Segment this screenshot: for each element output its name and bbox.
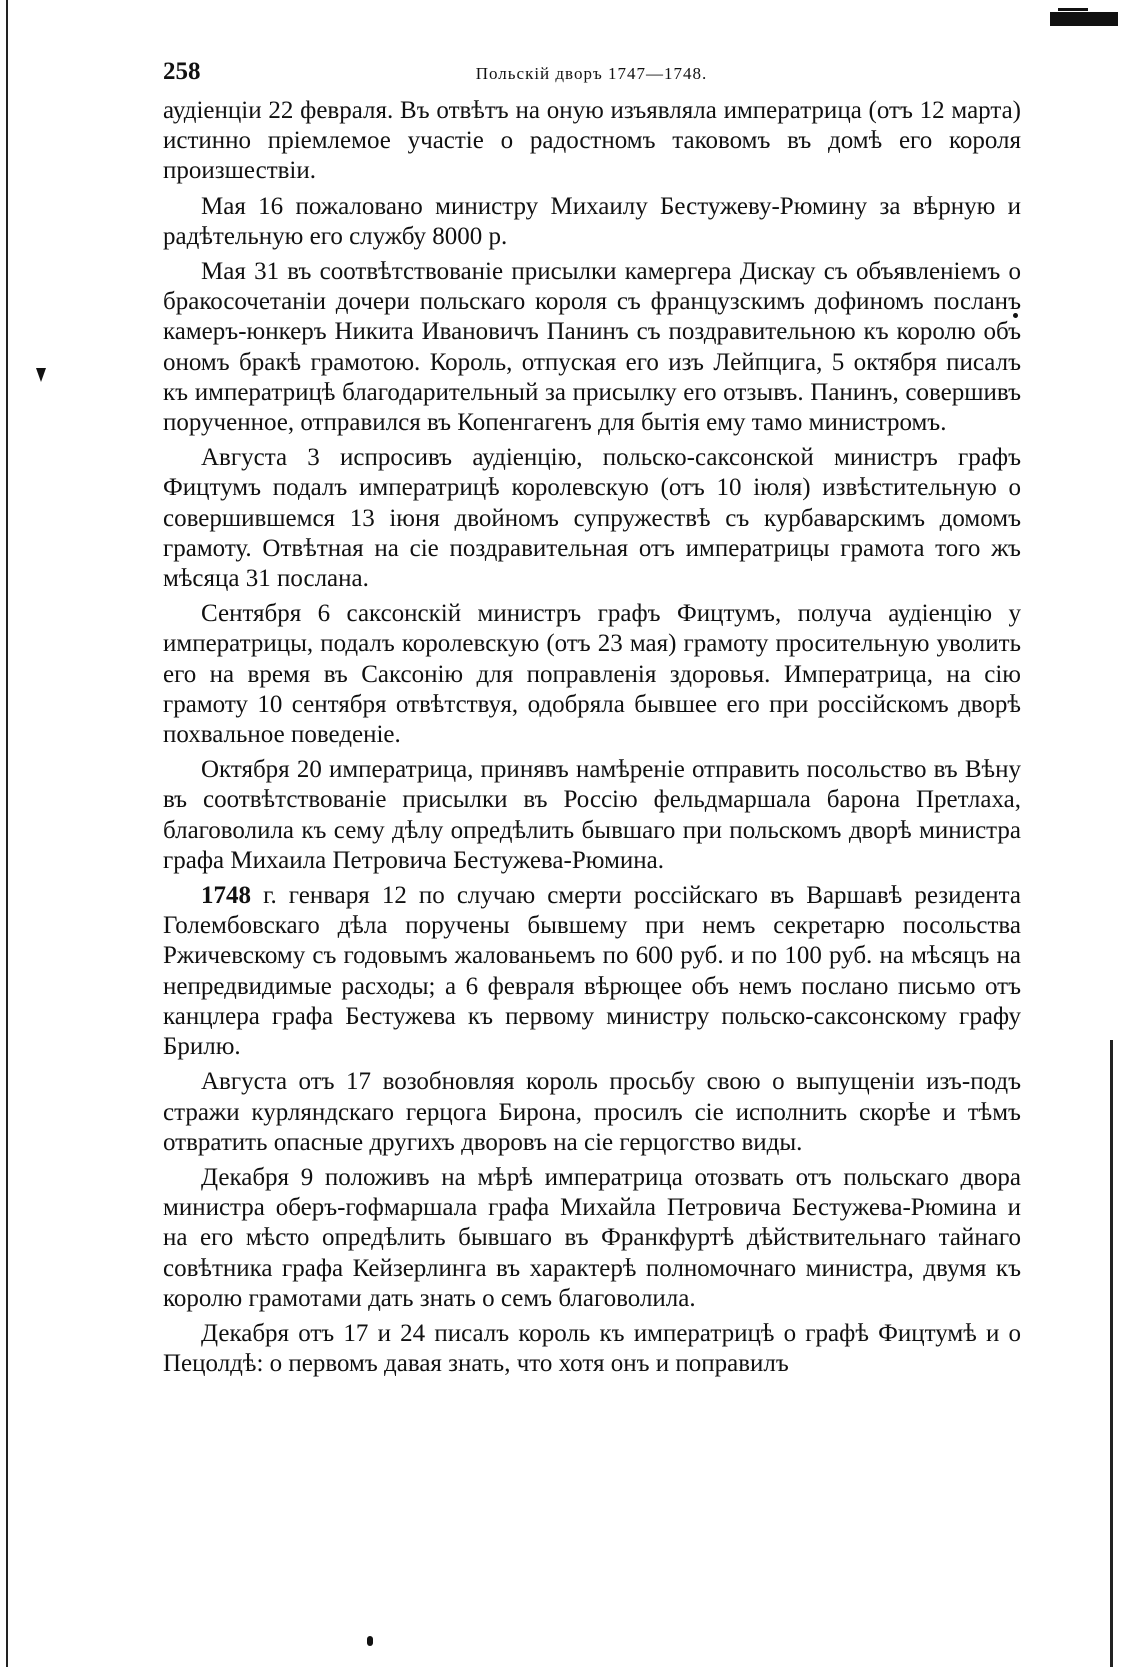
paragraph: Августа отъ 17 возобновляя король просьбу свою о выпущеніи изъ-подъ стражи курляндскаго герцога Бирона, просилъ сіе исполнить скорѣе и тѣмъ отвратить опасные другихъ дворовъ на сіе герцогство виды. bbox=[163, 1068, 1021, 1156]
year-heading: 1748 bbox=[201, 882, 251, 910]
paragraph: Октября 20 императрица, принявъ намѣреніе отправить посольство въ Вѣну въ соотвѣтствованіе присылки въ Россію фельдмаршала барона Претлаха, благоволила къ сему дѣлу опредѣлить бывшаго при польскомъ дворѣ министра графа Михаила Петровича Бестужева-Рюмина. bbox=[163, 756, 1021, 874]
page-header bbox=[163, 58, 1020, 92]
paragraph: Мая 31 въ соотвѣтствованіе присылки камергера Дискау съ объявленіемъ о бракосочетаніи дочери польскаго короля съ французскимъ дофиномъ посланъ камеръ-юнкеръ Никита Ивановичъ Панинъ съ поздравительною къ королю объ ономъ бракѣ грамотою. Король, отпуская его изъ Лейпцига, 5 октября писалъ къ императрицѣ благодарительный за присылку его отзывъ. Панинъ, совершивъ порученное, отправился въ Копенгагенъ для бытія ему тамо министромъ. bbox=[163, 258, 1021, 437]
speck bbox=[367, 1636, 373, 1646]
scan-left-edge bbox=[6, 0, 8, 1667]
running-title: Польскій дворъ 1747—1748. bbox=[475, 64, 708, 83]
paragraph: Декабря отъ 17 и 24 писалъ король къ императрицѣ о графѣ Фицтумѣ и о Пецолдѣ: о первомъ давая знать, что хотя онъ и поправилъ bbox=[163, 1319, 1021, 1378]
page-number: 258 bbox=[163, 58, 201, 85]
paragraph: Мая 16 пожаловано министру Михаилу Бестужеву-Рюмину за вѣрную и радѣтельную его службу 8000 р. bbox=[163, 192, 1021, 250]
scan-corner-bar bbox=[1050, 12, 1118, 26]
scan-right-edge bbox=[1110, 1040, 1113, 1667]
paragraph-text: г. генваря 12 по случаю смерти россійскаго въ Варшавѣ резидента Голембовскаго дѣла поручены бывшему при немъ секретарю посольства Ржичевскому съ годовымъ жалованьемъ по 600 руб. и по 100 руб. на мѣсяцъ на непредвидимые расходы; а 6 февраля вѣрющее объ немъ послано письмо отъ канцлера графа Бестужева къ первому министру польско-саксонскому графу Брилю. bbox=[163, 882, 1022, 1061]
paragraph: Декабря 9 положивъ на мѣрѣ императрица отозвать отъ польскаго двора министра оберъ-гофмаршала графа Михайла Петровича Бестужева-Рюмина и на его мѣсто опредѣлить бывшаго въ Франкфуртѣ дѣйствительнаго тайнаго совѣтника графа Кейзерлинга въ характерѣ полномочнаго министра, двумя къ королю грамотами дать знать о семъ благоволила. bbox=[163, 1163, 1021, 1312]
paragraph-1748 bbox=[163, 881, 1021, 1062]
paragraph: аудіенціи 22 февраля. Въ отвѣтъ на оную изъявляла императрица (отъ 12 марта) истинно пріемлемое участіе о радостномъ таковомъ въ домѣ его короля произшествіи. bbox=[163, 97, 1021, 185]
margin-mark bbox=[36, 368, 46, 382]
scan-corner-mark bbox=[1058, 8, 1088, 11]
body-text bbox=[163, 96, 1021, 1384]
paragraph: Сентября 6 саксонскій министръ графъ Фицтумъ, получа аудіенцію у императрицы, подалъ королевскую (отъ 23 мая) грамоту просительную уволить его на время въ Саксонію для поправленія здоровья. Императрица, на сію грамоту 10 сентября отвѣтствуя, одобряла бывшее его при россійскомъ дворѣ похвальное поведеніе. bbox=[163, 600, 1021, 749]
paragraph: Августа 3 испросивъ аудіенцію, польско-саксонской министръ графъ Фицтумъ подалъ императрицѣ королевскую (отъ 10 іюля) извѣстительную о совершившемся 13 іюня двойномъ супружествѣ съ курбаварскимъ домомъ грамоту. Отвѣтная на сіе поздравительная отъ императрицы грамота того жъ мѣсяца 31 послана. bbox=[163, 444, 1021, 593]
